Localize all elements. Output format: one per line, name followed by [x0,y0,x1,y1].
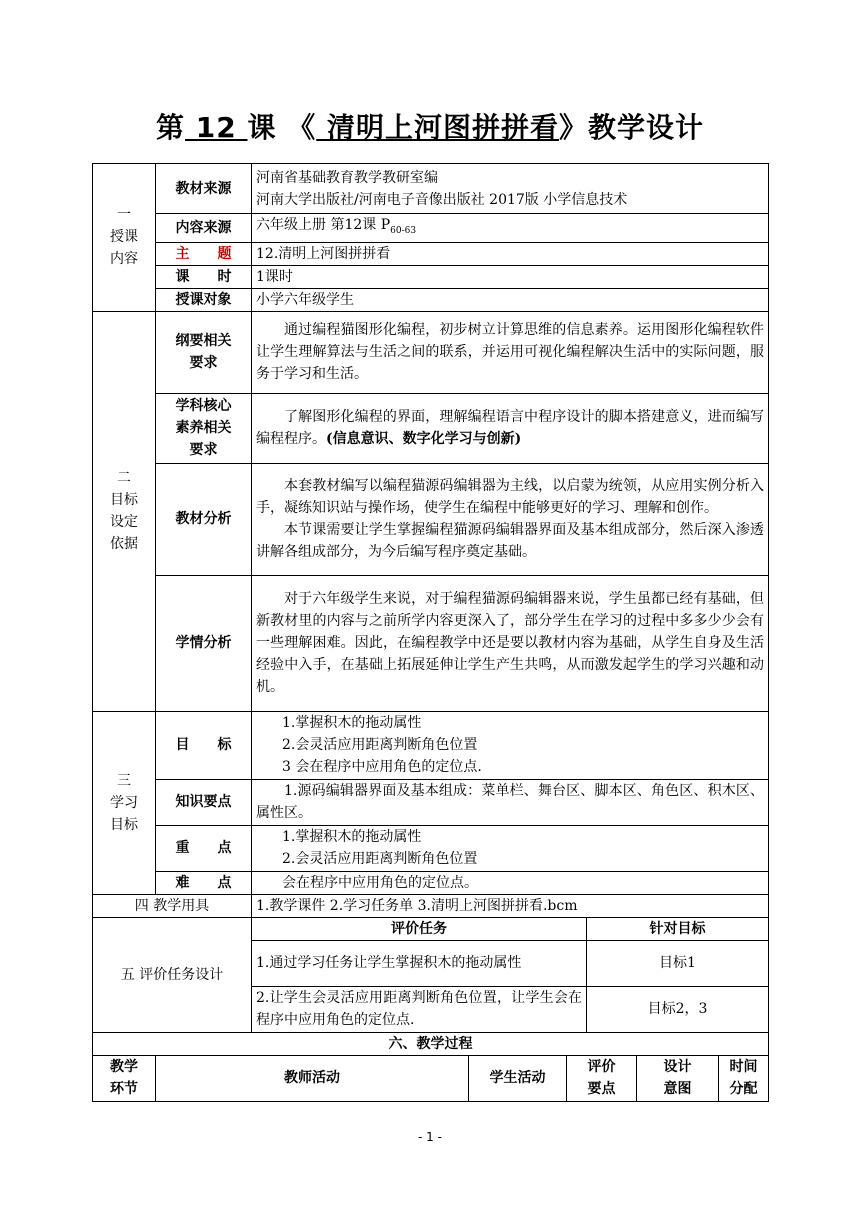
teaching-tools: 1.教学课件 2.学习任务单 3.清明上河图拼拼看.bcm [252,894,769,917]
section-1-label: 一 授课 内容 [93,164,156,312]
eval-points-header: 评价 要点 [567,1055,637,1101]
lesson-plan-table [92,163,769,1102]
student-analysis-text: 对于六年级学生来说，对于编程猫源码编辑器来说，学生虽都已经有基础，但新教材里的内容与之前所学内容更深入了，部分学生在学习的过程中多多少少会有一些理解困难。因此，在编程教学中还是要以教材内容为基础，从学生自身及生活经验中入手，在基础上拓展延伸让学生产生共鸣，从而激发起学生的学习兴趣和动机。 [252,575,769,711]
target-audience-label: 授课对象 [156,288,252,311]
stage-header: 教学 环节 [93,1055,156,1101]
section-6-label: 六、教学过程 [93,1032,769,1055]
goal-list: 1.掌握积木的拖动属性 2.会灵活应用距离判断角色位置 3 会在程序中应用角色的定位点. [252,711,769,779]
eval-task-1: 1.通过学习任务让学生掌握积木的拖动属性 [252,940,587,986]
hours-label: 课 时 [156,265,252,288]
eval-target-2: 目标2，3 [587,986,769,1032]
source-label: 教材来源 [156,164,252,214]
knowledge-label: 知识要点 [156,779,252,825]
section-4-label: 四 教学用具 [93,894,252,917]
section-2-label: 二 目标 设定 依据 [93,311,156,711]
outline-label: 纲要相关 要求 [156,311,252,393]
eval-target-1: 目标1 [587,940,769,986]
hours-value: 1课时 [252,265,769,288]
teacher-activity-header: 教师活动 [156,1055,469,1101]
title-topic: 清明上河图拼拼看 [316,111,559,144]
difficulty-text: 会在程序中应用角色的定位点。 [252,871,769,894]
eval-task-2: 2.让学生会灵活应用距离判断角色位置，让学生会在程序中应用角色的定位点. [252,986,587,1032]
section-5-label: 五 评价任务设计 [93,917,252,1032]
material-analysis-text: 本套教材编写以编程猫源码编辑器为主线，以启蒙为统领，从应用实例分析入手，凝练知识站与操作场，使学生在编程中能够更好的学习、理解和创作。 本节课需要让学生掌握编程猫源码编辑器界面及基本组成部分，然后深入渗透讲解各组成部分，为今后编写程序奠定基础。 [252,463,769,575]
time-allocation-header: 时间 分配 [719,1055,769,1101]
target-audience-value: 小学六年级学生 [252,288,769,311]
difficulty-label: 难 点 [156,871,252,894]
key-point-list: 1.掌握积木的拖动属性 2.会灵活应用距离判断角色位置 [252,825,769,871]
section-3-label: 三 学习 目标 [93,711,156,894]
goal-label: 目 标 [156,711,252,779]
title-part: 课 《 [247,111,317,144]
title-lesson-number: 12 [185,111,248,144]
key-point-label: 重 点 [156,825,252,871]
content-label: 内容来源 [156,214,252,243]
topic-label: 主 题 [156,242,252,265]
knowledge-text: 1.源码编辑器界面及基本组成：菜单栏、舞台区、脚本区、角色区、积木区、属性区。 [252,779,769,825]
student-activity-header: 学生活动 [469,1055,567,1101]
core-literacy-text: 了解图形化编程的界面，理解编程语言中程序设计的脚本搭建意义，进而编写编程程序。(信息意识、数字化学习与创新) [252,393,769,463]
page-number: - 1 - [418,1130,442,1144]
eval-target-header: 针对目标 [587,917,769,940]
student-analysis-label: 学情分析 [156,575,252,711]
eval-task-header: 评价任务 [252,917,587,940]
topic-value: 12.清明上河图拼拼看 [252,242,769,265]
material-analysis-label: 教材分析 [156,463,252,575]
outline-text: 通过编程猫图形化编程，初步树立计算思维的信息素养。运用图形化编程软件让学生理解算法与生活之间的联系，并运用可视化编程解决生活中的实际问题，服务于学习和生活。 [252,311,769,393]
design-intent-header: 设计 意图 [637,1055,719,1101]
title-part: 第 [156,111,186,144]
source-value: 河南省基础教育教学教研室编 河南大学出版社/河南电子音像出版社 2017版 小学信息技术 [252,164,769,214]
document-title [0,106,860,146]
core-literacy-label: 学科核心 素养相关 要求 [156,393,252,463]
content-value: 六年级上册 第12课 $P_{60-63}$ [252,214,769,243]
title-part: 》教学设计 [558,111,704,144]
